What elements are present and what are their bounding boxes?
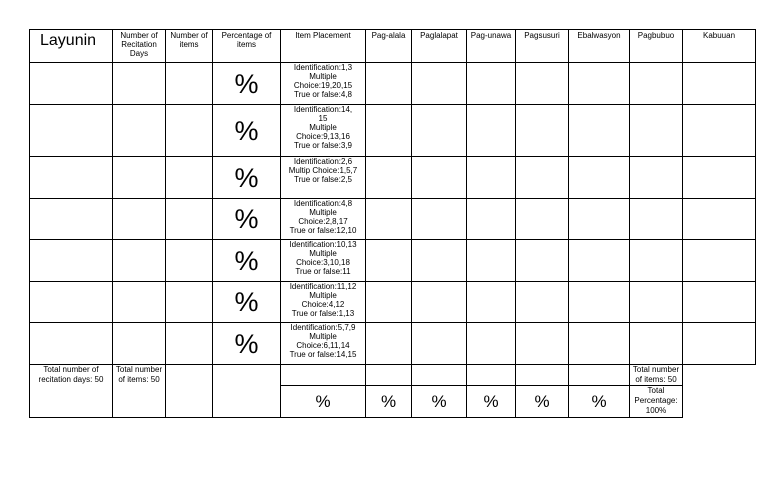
placement-line: Multiple (309, 249, 337, 258)
placement-line: Identification:1,3 (293, 63, 353, 72)
blank-cell (366, 365, 412, 386)
blank-cell (467, 157, 516, 199)
item-placement-cell (281, 199, 366, 240)
placement-line: Multip Choice:1,5,7 (288, 166, 358, 175)
placement-line: Identification:14, (293, 105, 353, 114)
placement-line: Multiple (309, 123, 337, 132)
blank-cell (113, 240, 166, 282)
blank-cell (113, 63, 166, 105)
header-percentage: Percentage of items (213, 30, 281, 63)
blank-cell (569, 323, 630, 365)
placement-line: Multiple (309, 332, 337, 341)
blank-cell (412, 240, 467, 282)
blank-cell (113, 323, 166, 365)
blank-cell (30, 199, 113, 240)
blank-cell (467, 240, 516, 282)
placement-line: 15 (318, 114, 328, 123)
blank-cell (630, 282, 683, 323)
total-paglalapat-percent: % (366, 386, 412, 418)
blank-cell (569, 365, 630, 386)
kabuuan-total-items: Total number of items: 50 (630, 365, 683, 386)
item-placement-cell (281, 105, 366, 157)
total-pagunawa-percent: % (412, 386, 467, 418)
blank-cell (30, 282, 113, 323)
blank-cell (467, 323, 516, 365)
item-placement-cell (281, 63, 366, 105)
blank-cell (30, 63, 113, 105)
total-pagsusuri-percent: % (467, 386, 516, 418)
percentage-cell: % (213, 105, 281, 157)
blank-cell (412, 105, 467, 157)
blank-cell (683, 63, 756, 105)
placement-line: Multiple (309, 208, 337, 217)
table-of-specifications (29, 29, 756, 418)
placement-line: True or false:11 (295, 267, 351, 276)
blank-cell (516, 157, 569, 199)
blank-cell (683, 105, 756, 157)
blank-cell (516, 63, 569, 105)
blank-cell (366, 282, 412, 323)
header-pagsusuri: Pagsusuri (516, 30, 569, 63)
blank-cell (683, 282, 756, 323)
item-placement-cell (281, 240, 366, 282)
percentage-cell: % (213, 63, 281, 105)
blank-cell (412, 282, 467, 323)
item-placement-cell (281, 157, 366, 199)
blank-cell (630, 323, 683, 365)
kabuuan-total-percentage: Total Percentage: 100% (630, 386, 683, 418)
total-pagbubuo-percent: % (569, 386, 630, 418)
blank-cell (166, 63, 213, 105)
header-pagalala: Pag-alala (366, 30, 412, 63)
blank-cell (412, 63, 467, 105)
blank-cell (516, 240, 569, 282)
blank-cell (467, 282, 516, 323)
blank-cell (30, 105, 113, 157)
objective-row (30, 199, 756, 240)
header-layunin: Layunin (30, 30, 113, 63)
percentage-cell: % (213, 199, 281, 240)
totals-row-top (30, 365, 756, 386)
placement-line: True or false:14,15 (289, 350, 357, 359)
blank-cell (366, 157, 412, 199)
header-kabuuan: Kabuuan (683, 30, 756, 63)
blank-cell (366, 199, 412, 240)
blank-cell (569, 105, 630, 157)
objective-row (30, 105, 756, 157)
blank-cell (30, 157, 113, 199)
header-row (30, 30, 756, 63)
blank-cell (630, 63, 683, 105)
blank-cell (166, 157, 213, 199)
blank-cell (467, 105, 516, 157)
blank-cell (683, 199, 756, 240)
placement-line: Identification:4,8 (293, 199, 353, 208)
blank-cell (113, 157, 166, 199)
placement-line: Identification:5,7,9 (290, 323, 356, 332)
blank-cell (366, 105, 412, 157)
total-ebalwasyon-percent: % (516, 386, 569, 418)
blank-cell (569, 282, 630, 323)
blank-cell (113, 282, 166, 323)
placement-line: Choice:6,11,14 (296, 341, 350, 350)
blank-cell (412, 323, 467, 365)
blank-cell (569, 240, 630, 282)
placement-line: Identification:10,13 (289, 240, 357, 249)
blank-cell (412, 199, 467, 240)
blank-cell (166, 323, 213, 365)
total-percentage-cell (166, 365, 213, 418)
blank-cell (366, 63, 412, 105)
blank-cell (630, 199, 683, 240)
placement-line: True or false:1,13 (291, 309, 355, 318)
item-placement-cell (281, 282, 366, 323)
placement-line: True or false:4,8 (294, 90, 352, 99)
placement-line: Multiple (309, 291, 337, 300)
blank-cell (516, 323, 569, 365)
total-recitation-days: Total number of recitation days: 50 (30, 365, 113, 418)
blank-cell (467, 63, 516, 105)
blank-cell (683, 157, 756, 199)
objective-row (30, 240, 756, 282)
placement-line: Identification:11,12 (289, 282, 357, 291)
placement-line: True or false:2,5 (294, 175, 352, 184)
blank-cell (516, 282, 569, 323)
blank-cell (516, 365, 569, 386)
blank-cell (569, 199, 630, 240)
blank-cell (412, 157, 467, 199)
blank-cell (30, 323, 113, 365)
blank-cell (166, 240, 213, 282)
blank-cell (166, 105, 213, 157)
total-items: Total number of items: 50 (113, 365, 166, 418)
item-placement-cell (281, 323, 366, 365)
blank-cell (516, 105, 569, 157)
blank-cell (467, 365, 516, 386)
header-item-placement: Item Placement (281, 30, 366, 63)
placement-line: Multiple (309, 72, 337, 81)
blank-cell (366, 323, 412, 365)
percentage-cell: % (213, 240, 281, 282)
total-placement-cell (213, 365, 281, 418)
placement-line: Identification:2,6 (293, 157, 353, 166)
percentage-cell: % (213, 323, 281, 365)
blank-cell (630, 105, 683, 157)
placement-line: Choice:2,8,17 (298, 217, 348, 226)
blank-cell (166, 282, 213, 323)
objective-row (30, 323, 756, 365)
placement-line: Choice:4,12 (301, 300, 345, 309)
objective-row (30, 63, 756, 105)
blank-cell (630, 157, 683, 199)
percentage-cell: % (213, 282, 281, 323)
header-paglalapat: Paglalapat (412, 30, 467, 63)
total-pagalala-percent: % (281, 386, 366, 418)
blank-cell (467, 199, 516, 240)
blank-cell (366, 240, 412, 282)
blank-cell (516, 199, 569, 240)
placement-line: True or false:12,10 (289, 226, 357, 235)
objective-row (30, 282, 756, 323)
blank-cell (569, 63, 630, 105)
blank-cell (412, 365, 467, 386)
blank-cell (30, 240, 113, 282)
placement-line: Choice:3,10,18 (296, 258, 350, 267)
blank-cell (113, 105, 166, 157)
placement-line: True or false:3,9 (294, 141, 352, 150)
header-recitation-days: Number of Recitation Days (113, 30, 166, 63)
blank-cell (683, 240, 756, 282)
header-number-of-items: Number of items (166, 30, 213, 63)
blank-cell (569, 157, 630, 199)
header-ebalwasyon: Ebalwasyon (569, 30, 630, 63)
blank-cell (166, 199, 213, 240)
blank-cell (630, 240, 683, 282)
placement-line: Choice:9,13,16 (296, 132, 350, 141)
blank-cell (113, 199, 166, 240)
objective-row (30, 157, 756, 199)
placement-line: Choice:19,20,15 (293, 81, 353, 90)
header-pagunawa: Pag-unawa (467, 30, 516, 63)
blank-cell (683, 323, 756, 365)
blank-cell (281, 365, 366, 386)
percentage-cell: % (213, 157, 281, 199)
header-pagbubuo: Pagbubuo (630, 30, 683, 63)
